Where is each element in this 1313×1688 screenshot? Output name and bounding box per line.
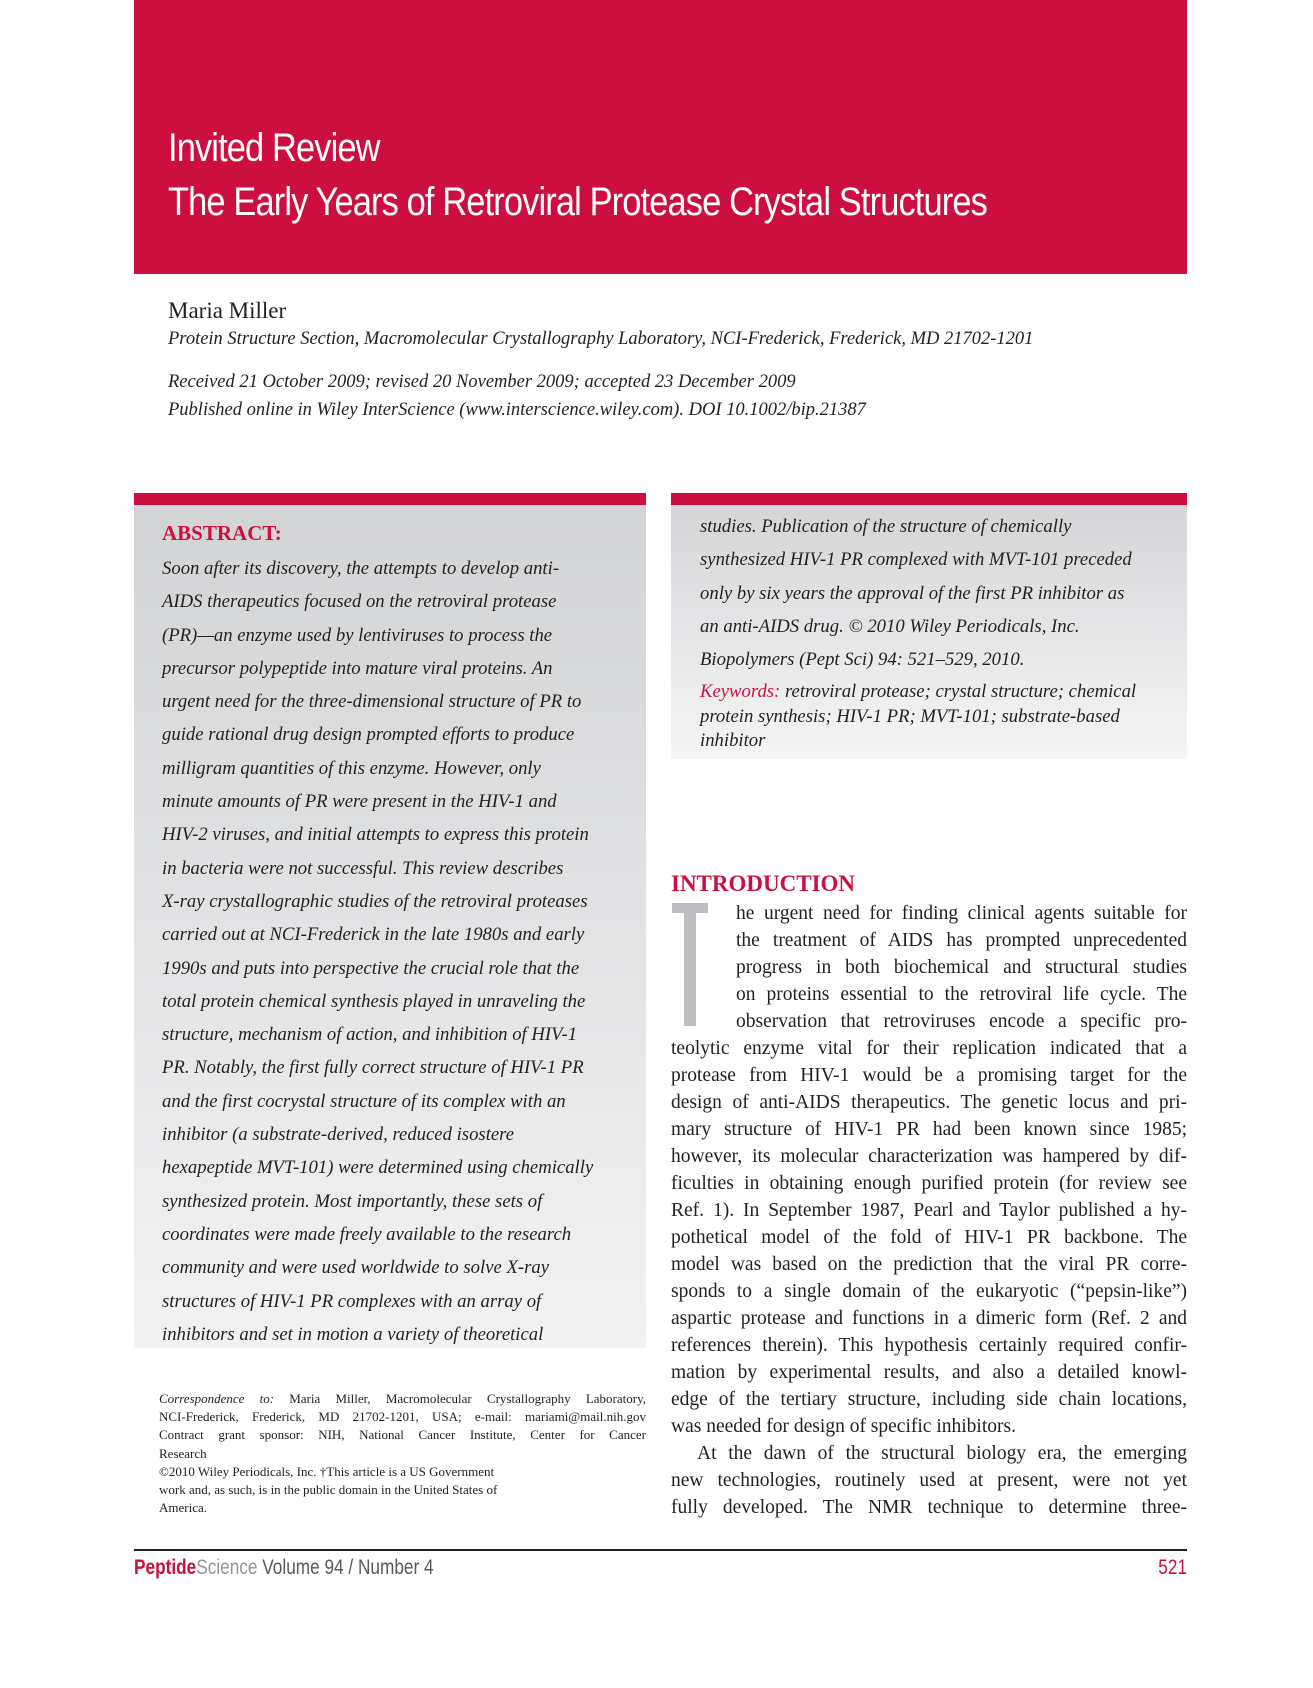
abstract-line: Soon after its discovery, the attempts to develop anti- (162, 558, 560, 579)
journal-name-science: Science (196, 1556, 258, 1579)
body-line: teolytic enzyme vital for their replication indicated that a (671, 1038, 1187, 1059)
keywords-label: Keywords: (700, 681, 781, 702)
journal-name-peptide: Peptide (134, 1556, 197, 1579)
body-line: aspartic protease and functions in a dimeric form (Ref. 2 and (671, 1308, 1187, 1329)
abstract-line: studies. Publication of the structure of chemically (700, 516, 1072, 537)
copyright-line: work and, as such, is in the public domain in the United States of (159, 1481, 498, 1497)
abstract-line: 1990s and puts into perspective the crucial role that the (162, 957, 580, 979)
correspondence-line: Contract grant sponsor: NIH, National Cancer Institute, Center for Cancer (159, 1427, 646, 1443)
abstract-line: urgent need for the three-dimensional structure of PR to (162, 691, 582, 713)
abstract-line: coordinates were made freely available to the research (162, 1223, 572, 1245)
abstract-line: Biopolymers (Pept Sci) 94: 521–529, 2010. (700, 649, 1025, 671)
abstract-line: milligram quantities of this enzyme. However, only (162, 757, 541, 779)
correspondence-line: Research (159, 1445, 207, 1461)
body-line: design of anti-AIDS therapeutics. The genetic locus and pri- (671, 1092, 1187, 1113)
body-line: edge of the tertiary structure, including side chain locations, (671, 1389, 1187, 1410)
copyright-line: ©2010 Wiley Periodicals, Inc. †This article is a US Government (159, 1463, 495, 1479)
article-title: The Early Years of Retroviral Protease Crystal Structures (168, 180, 987, 224)
body-line: on proteins essential to the retroviral life cycle. The (736, 984, 1187, 1005)
abstract-line: only by six years the approval of the first PR inhibitor as (700, 582, 1125, 604)
body-line: model was based on the prediction that the viral PR corre- (671, 1254, 1187, 1275)
introduction-body (671, 900, 1187, 1521)
body-line: however, its molecular characterization was hampered by dif- (671, 1146, 1187, 1167)
body-line: fully developed. The NMR technique to determine three- (671, 1497, 1187, 1518)
body-line: mation by experimental results, and also a detailed knowl- (671, 1362, 1187, 1383)
abstract-line: structure, mechanism of action, and inhibition of HIV-1 (162, 1024, 578, 1046)
body-line: he urgent need for finding clinical agents suitable for (736, 903, 1187, 924)
publication-info: Published online in Wiley InterScience (www.interscience.wiley.com). DOI 10.1002/bip.21387 (168, 400, 866, 420)
body-line: At the dawn of the structural biology era, the emerging (697, 1443, 1187, 1464)
abstract-line: X-ray crystallographic studies of the retroviral proteases (162, 890, 588, 912)
abstract-line: in bacteria were not successful. This review describes (162, 857, 564, 879)
abstract-line: hexapeptide MVT-101) were determined using chemically (162, 1157, 594, 1179)
received-dates: Received 21 October 2009; revised 20 November 2009; accepted 23 December 2009 (168, 372, 796, 392)
body-line: ficulties in obtaining enough purified protein (for review see (671, 1173, 1187, 1194)
abstract-top-rule (134, 493, 646, 505)
correspondence-note (159, 1390, 646, 1517)
abstract-line: inhibitors and set in motion a variety of theoretical (162, 1323, 544, 1345)
page-number: 521 (1158, 1556, 1187, 1579)
body-line: new technologies, routinely used at present, were not yet (671, 1470, 1187, 1491)
abstract-line: community and were used worldwide to solve X-ray (162, 1257, 550, 1279)
abstract-line: guide rational drug design prompted efforts to produce (162, 724, 575, 746)
body-line: mary structure of HIV-1 PR had been known since 1985; (671, 1119, 1187, 1140)
title-banner (134, 0, 1187, 274)
author-affiliation: Protein Structure Section, Macromolecular Crystallography Laboratory, NCI-Frederick, Frederick, MD 21702-1201 (168, 329, 1034, 349)
keywords (700, 680, 1136, 754)
correspondence-line: Maria Miller, Macromolecular Crystallography Laboratory, (274, 1391, 646, 1406)
abstract-text-left (162, 552, 593, 1351)
abstract-line: synthesized protein. Most importantly, these sets of (162, 1190, 543, 1212)
correspondence-line: NCI-Frederick, Frederick, MD 21702-1201, USA; e-mail: mariami@mail.nih.gov (159, 1409, 646, 1425)
copyright-line: America. (159, 1500, 208, 1516)
body-line: references therein). This hypothesis certainly required confir- (671, 1335, 1187, 1356)
abstract-line: structures of HIV-1 PR complexes with an array of (162, 1290, 542, 1312)
abstract-heading: ABSTRACT: (162, 521, 282, 545)
abstract-line: synthesized HIV-1 PR complexed with MVT-101 preceded (700, 549, 1132, 571)
body-line: protease from HIV-1 would be a promising target for the (671, 1065, 1187, 1086)
introduction-heading: INTRODUCTION (671, 871, 856, 896)
abstract-line: precursor polypeptide into mature viral proteins. An (162, 657, 553, 679)
abstract-line: AIDS therapeutics focused on the retroviral protease (162, 591, 557, 613)
abstract-line: total protein chemical synthesis played in unraveling the (162, 990, 586, 1012)
abstract-line: (PR)—an enzyme used by lentiviruses to process the (162, 624, 553, 646)
abstract-line: an anti-AIDS drug. © 2010 Wiley Periodicals, Inc. (700, 615, 1080, 637)
volume-issue: Volume 94 / Number 4 (257, 1556, 434, 1579)
abstract-line: inhibitor (a substrate-derived, reduced isostere (162, 1124, 515, 1146)
abstract-text-right (700, 510, 1132, 676)
body-line: progress in both biochemical and structural studies (736, 957, 1187, 978)
body-line: Ref. 1). In September 1987, Pearl and Taylor published a hy- (671, 1200, 1187, 1221)
abstract-top-rule (671, 493, 1187, 505)
footer-rule (134, 1549, 1187, 1551)
keywords-line: inhibitor (700, 730, 766, 751)
body-line: pothetical model of the fold of HIV-1 PR backbone. The (671, 1227, 1187, 1248)
body-line: the treatment of AIDS has prompted unprecedented (736, 930, 1187, 951)
body-line: observation that retroviruses encode a specific pro- (736, 1011, 1187, 1032)
author-name: Maria Miller (168, 298, 287, 323)
abstract-line: PR. Notably, the first fully correct structure of HIV-1 PR (162, 1057, 584, 1079)
body-line: sponds to a single domain of the eukaryotic (“pepsin-like”) (671, 1281, 1187, 1302)
abstract-line: carried out at NCI-Frederick in the late 1980s and early (162, 924, 585, 946)
article-type: Invited Review (168, 126, 380, 170)
keywords-line: retroviral protease; crystal structure; chemical (780, 681, 1137, 702)
journal-footer (134, 1556, 434, 1580)
abstract-line: HIV-2 viruses, and initial attempts to express this protein (162, 824, 589, 846)
abstract-line: minute amounts of PR were present in the HIV-1 and (162, 791, 557, 813)
keywords-line: protein synthesis; HIV-1 PR; MVT-101; substrate-based (700, 705, 1120, 727)
abstract-line: and the first cocrystal structure of its complex with an (162, 1090, 566, 1112)
body-line: was needed for design of specific inhibitors. (671, 1416, 1016, 1437)
correspondence-label: Correspondence to: (159, 1391, 275, 1406)
